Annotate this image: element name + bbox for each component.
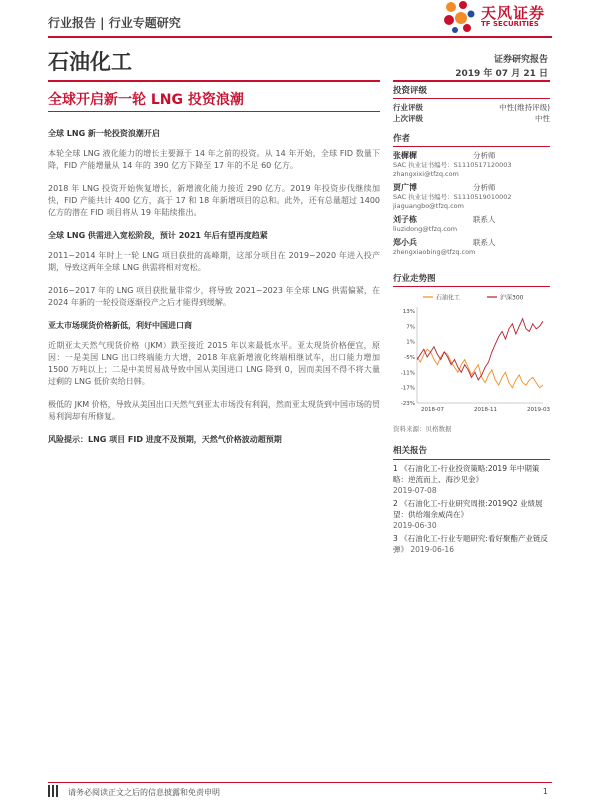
trend-chart (393, 287, 550, 417)
analyst-role: 联系人 (473, 238, 496, 247)
logo-text-cn: 天风证券 (481, 4, 546, 22)
trend-heading: 行业走势图 (393, 274, 436, 284)
qr-code-icon (48, 785, 60, 797)
related-report-title[interactable]: 1 《石油化工-行业投资策略:2019 年中期策略：逆流而上、海沙见金》 (393, 464, 540, 484)
related-report-item[interactable] (393, 533, 550, 555)
analyst-role: 联系人 (473, 215, 496, 224)
legend-label: 沪深300 (500, 294, 524, 302)
related-report-date: 2019-07-08 (393, 486, 437, 495)
analyst-entry (393, 182, 550, 211)
paragraph: 2016~2017 年的 LNG 项目获批量非常少，将导致 2021~2023 年全球 LNG 供需偏紧，在 2024 年新的一轮投资逐渐投产之后才能得到缓解。 (48, 286, 380, 307)
rating-heading: 投资评级 (393, 86, 428, 96)
x-tick-label: 2019-03 (527, 407, 550, 413)
y-tick-label: 7% (406, 324, 415, 331)
y-tick-label: -11% (400, 370, 415, 377)
analyst-entry (393, 237, 550, 257)
report-date: 2019 年 07 月 21 日 (455, 69, 548, 79)
analyst-role: 分析师 (473, 183, 496, 192)
page-title: 石油化工 (48, 50, 132, 74)
y-tick-label: -17% (400, 385, 415, 392)
related-heading: 相关报告 (393, 446, 428, 456)
company-logo (441, 0, 561, 34)
y-tick-label: 1% (406, 339, 415, 346)
analyst-name: 刘子栋 (393, 215, 417, 224)
industry-rating-label: 行业评级 (393, 103, 423, 112)
industry-rating-value: 中性(维持评级) (499, 103, 550, 112)
related-report-title[interactable]: 3 《石油化工-行业专题研究:看好聚酯产业链反弹》 (393, 534, 548, 554)
analyst-email[interactable]: zhengxiaobing@tfzq.com (393, 248, 476, 256)
analyst-name: 贾广博 (393, 183, 417, 192)
paragraph: 极低的 JKM 价格，导致从美国出口天然气到亚太市场没有利润，然而亚太现货到中国市场的贸易利润却有所修复。 (48, 400, 380, 421)
section-heading: 亚太市场现货价格新低，利好中国进口商 (48, 321, 192, 330)
header-divider (48, 36, 552, 38)
logo-text-en: TF SECURITIES (481, 20, 539, 28)
sidebar-divider (393, 80, 550, 82)
series-line (417, 349, 543, 387)
analyst-license: SAC 执业证书编号：S1110519010002 (393, 193, 512, 201)
y-tick-label: -23% (400, 401, 415, 407)
footer-divider (48, 782, 552, 783)
analyst-email[interactable]: zhangxixi@tfzq.com (393, 170, 459, 178)
related-report-title[interactable]: 2 《石油化工-行业研究周报:2019Q2 业绩展望：供给端余威尚在》 (393, 499, 543, 519)
x-tick-label: 2018-11 (474, 407, 497, 413)
x-tick-label: 2018-07 (421, 407, 444, 413)
rating-panel (393, 84, 550, 124)
section-heading: 全球 LNG 供需进入宽松阶段，预计 2021 年后有望再度趋紧 (48, 231, 268, 240)
paragraph: 2018 年 LNG 投资开始恢复增长，新增液化能力接近 290 亿方。2019 年投资步伐继续加快，FID 产能共计 400 亿方，高于 17 和 18 年新增项目的总和。此外，还有总量超过 1400 亿方的潜在 FID 项目将从 19 年陆续推出。 (48, 184, 380, 217)
paragraph: 2011~2014 年时上一轮 LNG 项目获批的高峰期，这部分项目在 2019~2020 年进入投产期，导致这两年全球 LNG 供需将相对宽松。 (48, 251, 380, 272)
analyst-role: 分析师 (473, 151, 496, 160)
analyst-name: 张樨樨 (393, 151, 417, 160)
risk-warning: 风险提示：LNG 项目 FID 进度不及预期，天然气价格波动超预期 (48, 435, 282, 444)
related-report-date: 2019-06-16 (410, 545, 454, 554)
prev-rating-label: 上次评级 (393, 114, 423, 123)
report-type: 证券研究报告 (493, 55, 548, 65)
analyst-email[interactable]: liuzidong@tfzq.com (393, 225, 458, 233)
analyst-entry (393, 214, 550, 234)
divider (393, 146, 550, 147)
subtitle-divider (48, 111, 380, 112)
authors-heading: 作者 (393, 134, 411, 144)
related-report-item[interactable] (393, 463, 550, 496)
analyst-entry (393, 150, 550, 179)
y-tick-label: 13% (402, 309, 415, 315)
related-reports (393, 446, 550, 557)
report-subtitle: 全球开启新一轮 LNG 投资浪潮 (48, 92, 244, 108)
report-body (48, 128, 380, 454)
logo-icon (441, 0, 477, 34)
y-tick-label: -5% (404, 355, 415, 361)
divider (393, 98, 550, 99)
footer-disclaimer[interactable]: 请务必阅读正文之后的信息披露和免责申明 (68, 788, 220, 797)
related-report-item[interactable] (393, 498, 550, 531)
paragraph: 本轮全球 LNG 液化能力的增长主要源于 14 年之前的投资。从 14 年开始，全球 FID 数量下降，FID 产能增量从 14 年的 390 亿方下降至 17 年的不足 60 亿方。 (48, 149, 380, 170)
paragraph: 近期亚太天然气现货价格（JKM）跌至接近 2015 年以来最低水平。亚太现货价格便宜，原因：一是美国 LNG 出口终端能力大增，2018 年底新增液化终端相继试车，出口能力增加 1500 万吨以上；二是中美贸易战导致中国从美国进口 LNG 降到 0，因而美国不得不将大量过剩的 LNG 低价卖给日韩。 (48, 341, 380, 386)
prev-rating-value: 中性 (535, 114, 550, 123)
authors-panel (393, 132, 550, 260)
section-heading: 全球 LNG 新一轮投资浪潮开启 (48, 129, 160, 138)
related-report-date: 2019-06-30 (393, 521, 437, 530)
divider (393, 459, 550, 460)
analyst-email[interactable]: jiaguangbo@tfzq.com (393, 202, 464, 210)
industry-rating-row (393, 102, 550, 113)
analyst-name: 郑小兵 (393, 238, 417, 247)
analyst-license: SAC 执业证书编号：S1110517120003 (393, 161, 512, 169)
report-breadcrumb: 行业报告 | 行业专题研究 (48, 16, 181, 30)
chart-source: 资料来源：贝格数据 (393, 425, 452, 433)
page-number: 1 (542, 787, 548, 796)
title-divider (48, 80, 380, 82)
legend-label: 石油化工 (436, 294, 461, 302)
prev-rating-row (393, 113, 550, 124)
